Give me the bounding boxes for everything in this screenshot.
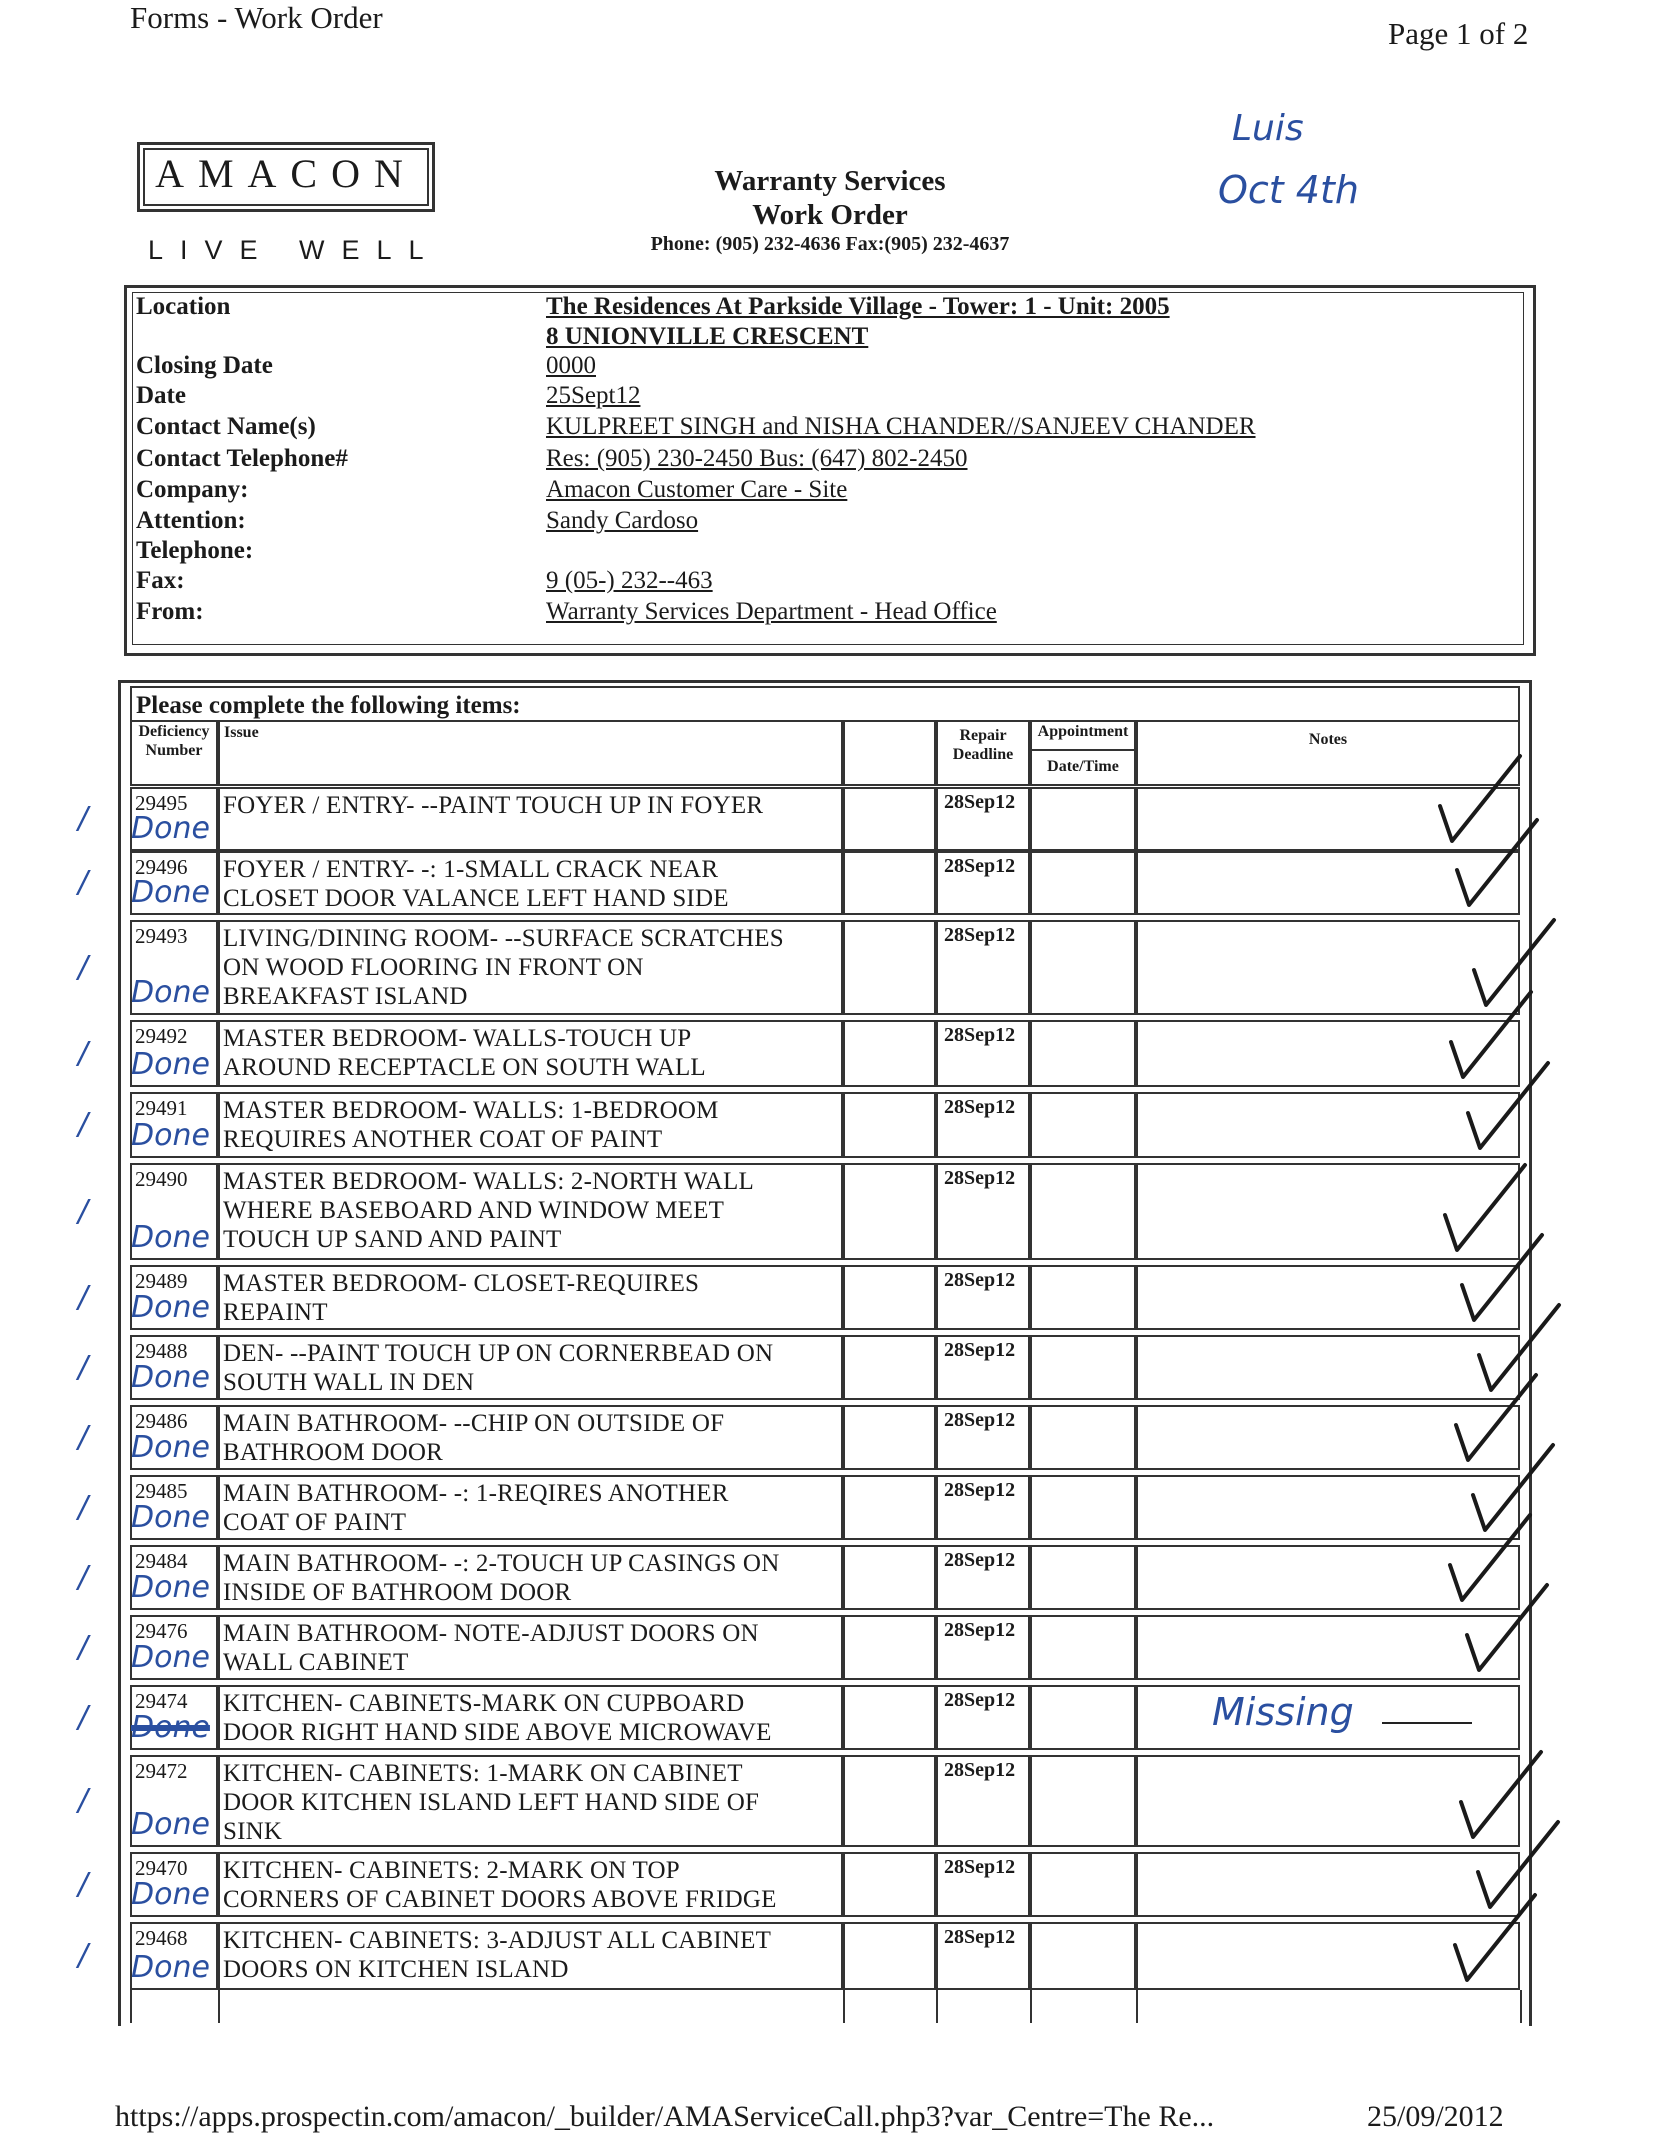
repair-deadline-text: 28Sep12	[944, 1926, 1016, 1948]
deficiency-number-text: 29472	[135, 1759, 188, 1783]
issue-line: KITCHEN- CABINETS: 3-ADJUST ALL CABINET	[223, 1927, 772, 1954]
check-mark-icon	[1462, 1235, 1542, 1320]
repair-deadline-text: 28Sep12	[944, 1167, 1016, 1189]
issue-line: SINK	[223, 1818, 283, 1845]
handwritten-done: Done	[131, 1640, 210, 1675]
handwritten-name: Luis	[1232, 108, 1304, 149]
issue-line: WHERE BASEBOARD AND WINDOW MEET	[223, 1197, 725, 1224]
info-value: The Residences At Parkside Village - Tower: 1 - Unit: 2005	[546, 293, 1170, 320]
issue-line: AROUND RECEPTACLE ON SOUTH WALL	[223, 1054, 706, 1081]
issue-line: CLOSET DOOR VALANCE LEFT HAND SIDE	[223, 885, 729, 912]
contact-phone-fax: Phone: (905) 232-4636 Fax:(905) 232-4637	[650, 233, 1010, 255]
repair-deadline-text: 28Sep12	[944, 1409, 1016, 1431]
deficiency-number-text: 29470	[135, 1856, 188, 1880]
margin-tick-mark: /	[78, 1489, 89, 1525]
check-mark-icon	[1440, 756, 1520, 841]
issue-line: COAT OF PAINT	[223, 1509, 407, 1536]
issue-line: REPAINT	[223, 1299, 328, 1326]
repair-deadline-text: 28Sep12	[944, 791, 1016, 813]
info-label: Contact Telephone#	[136, 445, 348, 472]
issue-line: TOUCH UP SAND AND PAINT	[223, 1226, 562, 1253]
issue-line: MAIN BATHROOM- -: 2-TOUCH UP CASINGS ON	[223, 1550, 780, 1577]
issue-line: MASTER BEDROOM- CLOSET-REQUIRES	[223, 1270, 700, 1297]
check-mark-icon	[1473, 1445, 1553, 1530]
issue-line: SOUTH WALL IN DEN	[223, 1369, 475, 1396]
info-label: Telephone:	[136, 537, 254, 564]
margin-tick-mark: /	[78, 1938, 89, 1973]
issue-line: DOOR RIGHT HAND SIDE ABOVE MICROWAVE	[223, 1719, 772, 1746]
column-header-deadline: Repair Deadline	[936, 720, 1030, 786]
issue-line: BATHROOM DOOR	[223, 1439, 443, 1466]
repair-deadline-text: 28Sep12	[944, 1096, 1016, 1118]
handwritten-done: Done	[131, 875, 210, 910]
deficiency-number-text: 29490	[135, 1167, 188, 1191]
column-header-number: Deficiency Number	[130, 720, 218, 786]
margin-tick-mark: /	[78, 1629, 89, 1665]
check-mark-icon	[1445, 1165, 1525, 1250]
margin-tick-mark: /	[78, 865, 89, 900]
margin-tick-mark: /	[78, 1699, 89, 1735]
handwritten-missing-note: Missing	[1212, 1690, 1354, 1734]
deficiency-number-text: 29495	[135, 791, 188, 815]
info-label: Date	[136, 382, 186, 409]
issue-line: KITCHEN- CABINETS-MARK ON CUPBOARD	[223, 1690, 745, 1717]
info-value: 8 UNIONVILLE CRESCENT	[546, 323, 869, 350]
deficiency-number-text: 29484	[135, 1549, 188, 1573]
issue-line: MASTER BEDROOM- WALLS: 1-BEDROOM	[223, 1097, 719, 1124]
issue-line: DOORS ON KITCHEN ISLAND	[223, 1956, 569, 1983]
document-subtitle: Work Order	[752, 199, 908, 231]
handwritten-done: Done	[131, 1360, 210, 1395]
repair-deadline-text: 28Sep12	[944, 1339, 1016, 1361]
document-title: Warranty Services	[714, 165, 946, 197]
margin-tick-mark: /	[78, 1279, 89, 1315]
issue-line: REQUIRES ANOTHER COAT OF PAINT	[223, 1126, 663, 1153]
handwritten-done: Done	[131, 1047, 210, 1082]
issue-line: FOYER / ENTRY- --PAINT TOUCH UP IN FOYER	[223, 792, 764, 819]
info-value: 9 (05-) 232--463	[546, 567, 713, 594]
check-mark-icon	[1457, 820, 1537, 905]
margin-tick-mark: /	[78, 1349, 89, 1385]
repair-deadline-text: 28Sep12	[944, 1619, 1016, 1641]
company-logo: AMACON	[155, 151, 417, 196]
info-label: Attention:	[136, 507, 246, 534]
deficiency-number-text: 29488	[135, 1339, 188, 1363]
issue-line: DEN- --PAINT TOUCH UP ON CORNERBEAD ON	[223, 1340, 774, 1367]
info-value: 0000	[546, 352, 596, 379]
check-mark-icon	[1468, 1063, 1548, 1148]
check-mark-icon	[1451, 992, 1531, 1077]
repair-deadline-text: 28Sep12	[944, 1269, 1016, 1291]
handwritten-done: Done	[131, 1950, 210, 1985]
handwritten-done: Done	[131, 1430, 210, 1465]
check-mark-icon	[1450, 1515, 1530, 1600]
handwritten-date: Oct 4th	[1218, 168, 1359, 212]
margin-tick-mark: /	[78, 1783, 89, 1818]
issue-line: MAIN BATHROOM- --CHIP ON OUTSIDE OF	[223, 1410, 725, 1437]
handwritten-done: Done	[131, 1500, 210, 1535]
issue-line: KITCHEN- CABINETS: 2-MARK ON TOP	[223, 1857, 680, 1884]
deficiency-number-text: 29489	[135, 1269, 188, 1293]
issue-line: ON WOOD FLOORING IN FRONT ON	[223, 954, 644, 981]
info-label: Fax:	[136, 567, 185, 594]
margin-tick-mark: /	[78, 1559, 89, 1595]
margin-tick-mark: /	[78, 1107, 89, 1142]
issue-line: WALL CABINET	[223, 1649, 409, 1676]
issue-line: CORNERS OF CABINET DOORS ABOVE FRIDGE	[223, 1886, 777, 1913]
info-value: Warranty Services Department - Head Office	[546, 598, 997, 625]
issue-line: INSIDE OF BATHROOM DOOR	[223, 1579, 572, 1606]
info-label: Location	[136, 293, 231, 320]
issue-line: LIVING/DINING ROOM- --SURFACE SCRATCHES	[223, 925, 784, 952]
repair-deadline-text: 28Sep12	[944, 855, 1016, 877]
repair-deadline-text: 28Sep12	[944, 1759, 1016, 1781]
deficiency-number-text: 29492	[135, 1024, 188, 1048]
check-mark-icon	[1455, 1895, 1535, 1980]
appointment-label: Appointment	[1037, 723, 1129, 740]
margin-tick-mark: /	[78, 801, 89, 836]
repair-deadline-text: 28Sep12	[944, 1479, 1016, 1501]
repair-deadline-text: 28Sep12	[944, 1024, 1016, 1046]
margin-tick-mark: /	[78, 1866, 89, 1902]
column-header-notes: Notes	[1136, 720, 1520, 786]
deficiency-number-text: 29468	[135, 1926, 188, 1950]
issue-line: MAIN BATHROOM- -: 1-REQIRES ANOTHER	[223, 1480, 729, 1507]
info-value: KULPREET SINGH and NISHA CHANDER//SANJEEV CHANDER	[546, 413, 1256, 440]
info-label: Closing Date	[136, 352, 273, 379]
deficiency-number-text: 29496	[135, 855, 188, 879]
deficiency-number-text: 29485	[135, 1479, 188, 1503]
repair-deadline-text: 28Sep12	[944, 1856, 1016, 1878]
deficiency-number-text: 29486	[135, 1409, 188, 1433]
handwritten-done: Done	[131, 1118, 210, 1153]
check-mark-icon	[1456, 1375, 1536, 1460]
footer-url: https://apps.prospectin.com/amacon/_builder/AMAServiceCall.php3?var_Centre=The Re...	[115, 2100, 1215, 2133]
deficiency-number-text: 29474	[135, 1689, 188, 1713]
deficiency-number-text: 29491	[135, 1096, 188, 1120]
info-value: Sandy Cardoso	[546, 507, 699, 534]
issue-line: BREAKFAST ISLAND	[223, 983, 468, 1010]
check-mark-icon	[1478, 1822, 1558, 1907]
margin-tick-mark: /	[78, 1193, 89, 1229]
margin-tick-mark: /	[78, 949, 89, 985]
handwritten-done: Done	[131, 1807, 210, 1842]
info-label: Contact Name(s)	[136, 413, 316, 440]
issue-line: DOOR KITCHEN ISLAND LEFT HAND SIDE OF	[223, 1789, 760, 1816]
info-label: Company:	[136, 476, 249, 503]
margin-tick-mark: /	[78, 1419, 89, 1455]
page-header-title: Forms - Work Order	[130, 0, 383, 35]
repair-deadline-text: 28Sep12	[944, 924, 1016, 946]
datetime-label: Date/Time	[1032, 749, 1134, 776]
repair-deadline-text: 28Sep12	[944, 1549, 1016, 1571]
margin-tick-mark: /	[78, 1035, 89, 1071]
items-table-title: Please complete the following items:	[130, 686, 1520, 722]
deficiency-number-text: 29476	[135, 1619, 188, 1643]
check-mark-icon	[1479, 1305, 1559, 1390]
check-mark-icon	[1467, 1585, 1547, 1670]
column-header-issue: Issue	[218, 720, 843, 786]
footer-date: 25/09/2012	[1367, 2100, 1504, 2133]
issue-line: MASTER BEDROOM- WALLS-TOUCH UP	[223, 1025, 692, 1052]
info-value: 25Sept12	[546, 382, 641, 409]
handwritten-done: Done	[131, 1877, 210, 1912]
page-number: Page 1 of 2	[1388, 16, 1529, 51]
deficiency-number-text: 29493	[135, 924, 188, 948]
handwritten-done: Done	[131, 1710, 210, 1745]
handwritten-done: Done	[131, 975, 210, 1010]
issue-line: MAIN BATHROOM- NOTE-ADJUST DOORS ON	[223, 1620, 759, 1647]
check-mark-icon	[1461, 1752, 1541, 1837]
handwritten-done: Done	[131, 1290, 210, 1325]
repair-deadline-text: 28Sep12	[944, 1689, 1016, 1711]
handwritten-done: Done	[131, 1220, 210, 1255]
check-mark-icon	[1474, 920, 1554, 1005]
handwritten-done: Done	[131, 1570, 210, 1605]
logo-tagline: LIVE WELL	[148, 235, 441, 265]
info-label: From:	[136, 598, 204, 625]
issue-line: FOYER / ENTRY- -: 1-SMALL CRACK NEAR	[223, 856, 719, 883]
info-value: Res: (905) 230-2450 Bus: (647) 802-2450	[546, 445, 968, 472]
handwritten-done: Done	[131, 811, 210, 846]
issue-line: MASTER BEDROOM- WALLS: 2-NORTH WALL	[223, 1168, 754, 1195]
issue-line: KITCHEN- CABINETS: 1-MARK ON CABINET	[223, 1760, 743, 1787]
info-value: Amacon Customer Care - Site	[546, 476, 848, 503]
